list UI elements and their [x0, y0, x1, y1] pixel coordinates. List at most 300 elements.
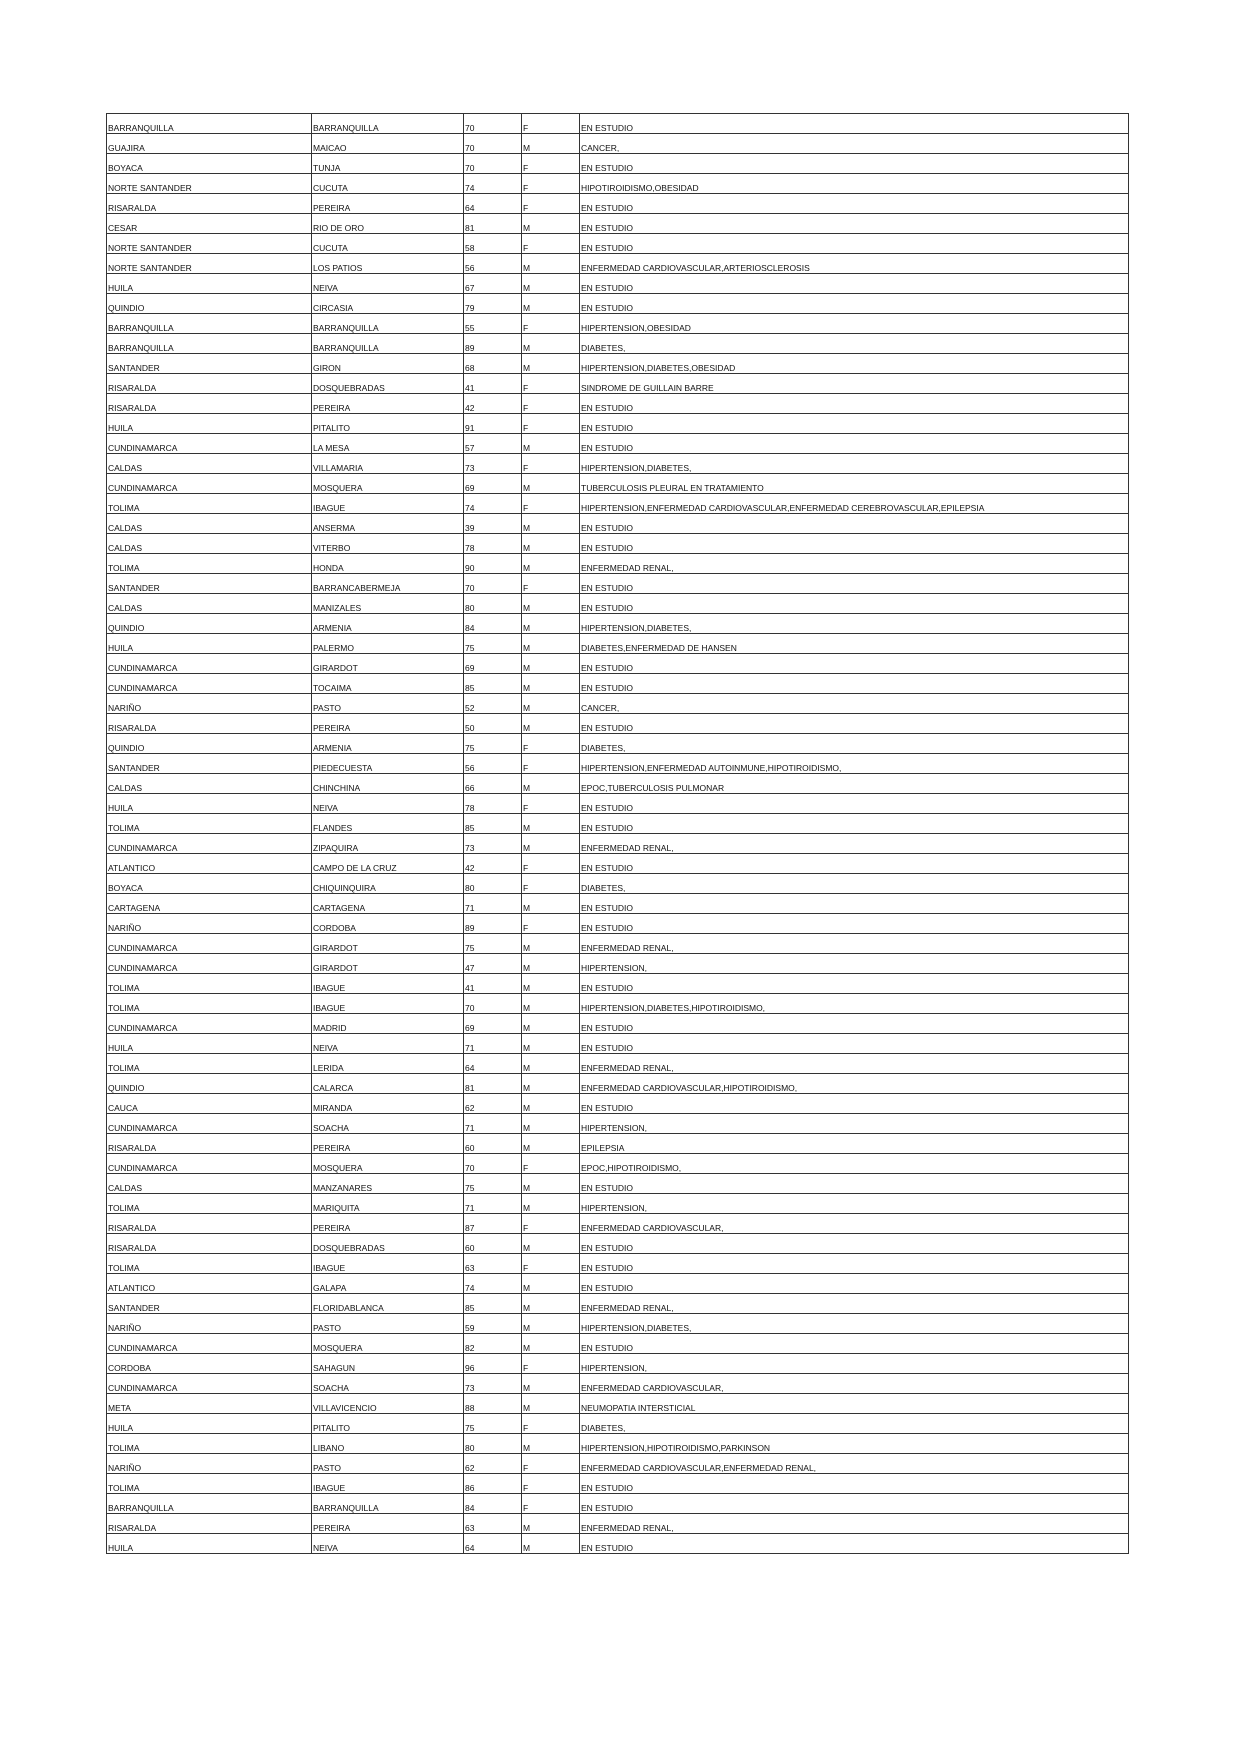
table-row: [107, 174, 1129, 194]
age-cell: 69: [464, 1014, 522, 1034]
municipality-cell: CORDOBA: [312, 914, 464, 934]
age-cell: 78: [464, 534, 522, 554]
municipality-cell: NEIVA: [312, 274, 464, 294]
department-cell: HUILA: [107, 794, 312, 814]
age-cell: 56: [464, 754, 522, 774]
table-row: [107, 1474, 1129, 1494]
sex-cell: F: [522, 454, 580, 474]
age-cell: 41: [464, 374, 522, 394]
municipality-cell: NEIVA: [312, 794, 464, 814]
sex-cell: F: [522, 414, 580, 434]
table-row: [107, 1074, 1129, 1094]
sex-cell: F: [522, 1474, 580, 1494]
municipality-cell: LERIDA: [312, 1054, 464, 1074]
department-cell: CUNDINAMARCA: [107, 674, 312, 694]
department-cell: TOLIMA: [107, 1434, 312, 1454]
table-row: [107, 1014, 1129, 1034]
table-row: [107, 1374, 1129, 1394]
municipality-cell: MANIZALES: [312, 594, 464, 614]
condition-cell: EN ESTUDIO: [580, 414, 1129, 434]
sex-cell: M: [522, 654, 580, 674]
municipality-cell: BARRANQUILLA: [312, 1494, 464, 1514]
sex-cell: M: [522, 1014, 580, 1034]
table-row: [107, 914, 1129, 934]
department-cell: TOLIMA: [107, 1254, 312, 1274]
department-cell: BOYACA: [107, 874, 312, 894]
age-cell: 71: [464, 1194, 522, 1214]
condition-cell: EPOC,TUBERCULOSIS PULMONAR: [580, 774, 1129, 794]
age-cell: 85: [464, 814, 522, 834]
department-cell: NORTE SANTANDER: [107, 254, 312, 274]
table-row: [107, 114, 1129, 134]
table-row: [107, 874, 1129, 894]
condition-cell: EN ESTUDIO: [580, 1474, 1129, 1494]
sex-cell: F: [522, 114, 580, 134]
municipality-cell: ZIPAQUIRA: [312, 834, 464, 854]
department-cell: CUNDINAMARCA: [107, 1154, 312, 1174]
municipality-cell: CUCUTA: [312, 234, 464, 254]
condition-cell: EN ESTUDIO: [580, 574, 1129, 594]
sex-cell: M: [522, 1114, 580, 1134]
municipality-cell: RIO DE ORO: [312, 214, 464, 234]
condition-cell: ENFERMEDAD RENAL,: [580, 834, 1129, 854]
municipality-cell: PEREIRA: [312, 1134, 464, 1154]
municipality-cell: PITALITO: [312, 414, 464, 434]
age-cell: 81: [464, 1074, 522, 1094]
condition-cell: ENFERMEDAD RENAL,: [580, 1514, 1129, 1534]
condition-cell: ENFERMEDAD CARDIOVASCULAR,HIPOTIROIDISMO,: [580, 1074, 1129, 1094]
age-cell: 69: [464, 474, 522, 494]
department-cell: RISARALDA: [107, 1234, 312, 1254]
municipality-cell: SAHAGUN: [312, 1354, 464, 1374]
table-row: [107, 894, 1129, 914]
municipality-cell: MAICAO: [312, 134, 464, 154]
condition-cell: EN ESTUDIO: [580, 1274, 1129, 1294]
table-row: [107, 1334, 1129, 1354]
municipality-cell: MIRANDA: [312, 1094, 464, 1114]
department-cell: CORDOBA: [107, 1354, 312, 1374]
municipality-cell: IBAGUE: [312, 1254, 464, 1274]
age-cell: 57: [464, 434, 522, 454]
age-cell: 50: [464, 714, 522, 734]
department-cell: QUINDIO: [107, 294, 312, 314]
age-cell: 69: [464, 654, 522, 674]
age-cell: 70: [464, 134, 522, 154]
condition-cell: EN ESTUDIO: [580, 534, 1129, 554]
age-cell: 60: [464, 1134, 522, 1154]
municipality-cell: PEREIRA: [312, 1514, 464, 1534]
municipality-cell: GIRARDOT: [312, 954, 464, 974]
department-cell: CALDAS: [107, 774, 312, 794]
department-cell: CUNDINAMARCA: [107, 934, 312, 954]
table-row: [107, 1154, 1129, 1174]
department-cell: HUILA: [107, 1414, 312, 1434]
municipality-cell: DOSQUEBRADAS: [312, 374, 464, 394]
table-row: [107, 134, 1129, 154]
department-cell: TOLIMA: [107, 994, 312, 1014]
department-cell: CALDAS: [107, 1174, 312, 1194]
age-cell: 59: [464, 1314, 522, 1334]
age-cell: 70: [464, 154, 522, 174]
table-row: [107, 214, 1129, 234]
sex-cell: M: [522, 354, 580, 374]
department-cell: TOLIMA: [107, 1474, 312, 1494]
department-cell: QUINDIO: [107, 614, 312, 634]
sex-cell: M: [522, 1134, 580, 1154]
condition-cell: EN ESTUDIO: [580, 654, 1129, 674]
age-cell: 58: [464, 234, 522, 254]
department-cell: BOYACA: [107, 154, 312, 174]
condition-cell: EN ESTUDIO: [580, 1234, 1129, 1254]
sex-cell: F: [522, 1414, 580, 1434]
sex-cell: F: [522, 734, 580, 754]
department-cell: NORTE SANTANDER: [107, 234, 312, 254]
age-cell: 91: [464, 414, 522, 434]
department-cell: CUNDINAMARCA: [107, 474, 312, 494]
age-cell: 73: [464, 454, 522, 474]
department-cell: SANTANDER: [107, 574, 312, 594]
municipality-cell: VILLAVICENCIO: [312, 1394, 464, 1414]
sex-cell: M: [522, 714, 580, 734]
department-cell: NARIÑO: [107, 1314, 312, 1334]
sex-cell: M: [522, 974, 580, 994]
condition-cell: EN ESTUDIO: [580, 914, 1129, 934]
table-row: [107, 574, 1129, 594]
age-cell: 71: [464, 1034, 522, 1054]
sex-cell: M: [522, 894, 580, 914]
municipality-cell: CUCUTA: [312, 174, 464, 194]
age-cell: 85: [464, 674, 522, 694]
sex-cell: M: [522, 1334, 580, 1354]
municipality-cell: MANZANARES: [312, 1174, 464, 1194]
department-cell: CUNDINAMARCA: [107, 1374, 312, 1394]
sex-cell: F: [522, 794, 580, 814]
table-row: [107, 1354, 1129, 1374]
municipality-cell: FLANDES: [312, 814, 464, 834]
department-cell: CALDAS: [107, 534, 312, 554]
table-body: [107, 114, 1129, 1554]
sex-cell: M: [522, 594, 580, 614]
department-cell: CARTAGENA: [107, 894, 312, 914]
sex-cell: M: [522, 694, 580, 714]
condition-cell: EPOC,HIPOTIROIDISMO,: [580, 1154, 1129, 1174]
condition-cell: ENFERMEDAD CARDIOVASCULAR,: [580, 1214, 1129, 1234]
sex-cell: F: [522, 1354, 580, 1374]
department-cell: SANTANDER: [107, 1294, 312, 1314]
condition-cell: HIPERTENSION,ENFERMEDAD AUTOINMUNE,HIPOTIROIDISMO,: [580, 754, 1129, 774]
table-row: [107, 794, 1129, 814]
department-cell: BARRANQUILLA: [107, 1494, 312, 1514]
age-cell: 42: [464, 394, 522, 414]
municipality-cell: CHINCHINA: [312, 774, 464, 794]
table-row: [107, 1434, 1129, 1454]
municipality-cell: IBAGUE: [312, 974, 464, 994]
sex-cell: M: [522, 1194, 580, 1214]
municipality-cell: GIRARDOT: [312, 654, 464, 674]
municipality-cell: ARMENIA: [312, 734, 464, 754]
condition-cell: HIPERTENSION,DIABETES,HIPOTIROIDISMO,: [580, 994, 1129, 1014]
condition-cell: EN ESTUDIO: [580, 714, 1129, 734]
municipality-cell: PITALITO: [312, 1414, 464, 1434]
table-row: [107, 434, 1129, 454]
department-cell: ATLANTICO: [107, 854, 312, 874]
table-row: [107, 854, 1129, 874]
age-cell: 68: [464, 354, 522, 374]
municipality-cell: TOCAIMA: [312, 674, 464, 694]
department-cell: BARRANQUILLA: [107, 334, 312, 354]
age-cell: 67: [464, 274, 522, 294]
municipality-cell: NEIVA: [312, 1534, 464, 1554]
condition-cell: DIABETES,: [580, 874, 1129, 894]
sex-cell: M: [522, 274, 580, 294]
condition-cell: EN ESTUDIO: [580, 1334, 1129, 1354]
municipality-cell: IBAGUE: [312, 1474, 464, 1494]
municipality-cell: PEREIRA: [312, 394, 464, 414]
sex-cell: F: [522, 174, 580, 194]
age-cell: 70: [464, 114, 522, 134]
age-cell: 56: [464, 254, 522, 274]
municipality-cell: CARTAGENA: [312, 894, 464, 914]
condition-cell: HIPERTENSION,ENFERMEDAD CARDIOVASCULAR,ENFERMEDAD CEREBROVASCULAR,EPILEPSIA: [580, 494, 1129, 514]
table-row: [107, 334, 1129, 354]
department-cell: RISARALDA: [107, 714, 312, 734]
age-cell: 89: [464, 334, 522, 354]
age-cell: 64: [464, 1054, 522, 1074]
department-cell: CALDAS: [107, 594, 312, 614]
age-cell: 90: [464, 554, 522, 574]
condition-cell: ENFERMEDAD CARDIOVASCULAR,ENFERMEDAD RENAL,: [580, 1454, 1129, 1474]
department-cell: QUINDIO: [107, 734, 312, 754]
municipality-cell: BARRANQUILLA: [312, 314, 464, 334]
sex-cell: M: [522, 1054, 580, 1074]
table-row: [107, 1314, 1129, 1334]
municipality-cell: VILLAMARIA: [312, 454, 464, 474]
condition-cell: EN ESTUDIO: [580, 854, 1129, 874]
department-cell: QUINDIO: [107, 1074, 312, 1094]
condition-cell: ENFERMEDAD RENAL,: [580, 1294, 1129, 1314]
age-cell: 66: [464, 774, 522, 794]
condition-cell: DIABETES,ENFERMEDAD DE HANSEN: [580, 634, 1129, 654]
age-cell: 75: [464, 734, 522, 754]
table-row: [107, 1534, 1129, 1554]
condition-cell: ENFERMEDAD RENAL,: [580, 934, 1129, 954]
table-row: [107, 674, 1129, 694]
department-cell: BARRANQUILLA: [107, 114, 312, 134]
sex-cell: F: [522, 494, 580, 514]
table-row: [107, 734, 1129, 754]
age-cell: 84: [464, 614, 522, 634]
sex-cell: F: [522, 1254, 580, 1274]
department-cell: SANTANDER: [107, 354, 312, 374]
condition-cell: EN ESTUDIO: [580, 1094, 1129, 1114]
municipality-cell: TUNJA: [312, 154, 464, 174]
municipality-cell: PASTO: [312, 1454, 464, 1474]
condition-cell: EN ESTUDIO: [580, 434, 1129, 454]
municipality-cell: GALAPA: [312, 1274, 464, 1294]
sex-cell: M: [522, 1314, 580, 1334]
condition-cell: HIPERTENSION,DIABETES,: [580, 614, 1129, 634]
department-cell: CESAR: [107, 214, 312, 234]
table-row: [107, 374, 1129, 394]
condition-cell: EN ESTUDIO: [580, 114, 1129, 134]
department-cell: CAUCA: [107, 1094, 312, 1114]
table-row: [107, 1094, 1129, 1114]
condition-cell: DIABETES,: [580, 734, 1129, 754]
sex-cell: M: [522, 1514, 580, 1534]
sex-cell: F: [522, 234, 580, 254]
table-row: [107, 1034, 1129, 1054]
condition-cell: EN ESTUDIO: [580, 214, 1129, 234]
municipality-cell: CALARCA: [312, 1074, 464, 1094]
age-cell: 86: [464, 1474, 522, 1494]
age-cell: 80: [464, 594, 522, 614]
municipality-cell: PASTO: [312, 694, 464, 714]
municipality-cell: PASTO: [312, 1314, 464, 1334]
age-cell: 74: [464, 494, 522, 514]
table-row: [107, 154, 1129, 174]
table-row: [107, 1454, 1129, 1474]
table-row: [107, 1494, 1129, 1514]
age-cell: 63: [464, 1254, 522, 1274]
condition-cell: HIPERTENSION,DIABETES,: [580, 1314, 1129, 1334]
age-cell: 96: [464, 1354, 522, 1374]
department-cell: RISARALDA: [107, 374, 312, 394]
condition-cell: DIABETES,: [580, 334, 1129, 354]
age-cell: 70: [464, 994, 522, 1014]
sex-cell: M: [522, 534, 580, 554]
sex-cell: F: [522, 374, 580, 394]
department-cell: TOLIMA: [107, 1194, 312, 1214]
department-cell: TOLIMA: [107, 494, 312, 514]
department-cell: TOLIMA: [107, 554, 312, 574]
department-cell: CUNDINAMARCA: [107, 834, 312, 854]
sex-cell: M: [522, 134, 580, 154]
condition-cell: EN ESTUDIO: [580, 294, 1129, 314]
municipality-cell: PIEDECUESTA: [312, 754, 464, 774]
table-row: [107, 834, 1129, 854]
condition-cell: EN ESTUDIO: [580, 674, 1129, 694]
sex-cell: M: [522, 1034, 580, 1054]
sex-cell: F: [522, 574, 580, 594]
sex-cell: F: [522, 754, 580, 774]
table-row: [107, 514, 1129, 534]
municipality-cell: MARIQUITA: [312, 1194, 464, 1214]
age-cell: 41: [464, 974, 522, 994]
condition-cell: EN ESTUDIO: [580, 1014, 1129, 1034]
table-row: [107, 774, 1129, 794]
table-row: [107, 234, 1129, 254]
table-row: [107, 694, 1129, 714]
municipality-cell: GIRON: [312, 354, 464, 374]
sex-cell: M: [522, 634, 580, 654]
department-cell: SANTANDER: [107, 754, 312, 774]
sex-cell: M: [522, 834, 580, 854]
municipality-cell: PALERMO: [312, 634, 464, 654]
table-row: [107, 1114, 1129, 1134]
condition-cell: ENFERMEDAD CARDIOVASCULAR,ARTERIOSCLEROSIS: [580, 254, 1129, 274]
age-cell: 63: [464, 1514, 522, 1534]
table-row: [107, 1394, 1129, 1414]
department-cell: GUAJIRA: [107, 134, 312, 154]
municipality-cell: PEREIRA: [312, 194, 464, 214]
municipality-cell: VITERBO: [312, 534, 464, 554]
department-cell: HUILA: [107, 414, 312, 434]
age-cell: 64: [464, 194, 522, 214]
age-cell: 75: [464, 1414, 522, 1434]
condition-cell: CANCER,: [580, 694, 1129, 714]
department-cell: RISARALDA: [107, 194, 312, 214]
department-cell: TOLIMA: [107, 1054, 312, 1074]
condition-cell: HIPERTENSION,: [580, 1194, 1129, 1214]
department-cell: CALDAS: [107, 454, 312, 474]
municipality-cell: MADRID: [312, 1014, 464, 1034]
sex-cell: F: [522, 874, 580, 894]
department-cell: RISARALDA: [107, 1514, 312, 1534]
table-row: [107, 1194, 1129, 1214]
sex-cell: F: [522, 394, 580, 414]
age-cell: 64: [464, 1534, 522, 1554]
condition-cell: EN ESTUDIO: [580, 154, 1129, 174]
department-cell: HUILA: [107, 634, 312, 654]
sex-cell: M: [522, 1374, 580, 1394]
department-cell: HUILA: [107, 1034, 312, 1054]
table-row: [107, 1254, 1129, 1274]
municipality-cell: IBAGUE: [312, 994, 464, 1014]
table-row: [107, 414, 1129, 434]
municipality-cell: MOSQUERA: [312, 474, 464, 494]
table-row: [107, 194, 1129, 214]
sex-cell: M: [522, 1394, 580, 1414]
condition-cell: HIPOTIROIDISMO,OBESIDAD: [580, 174, 1129, 194]
municipality-cell: LIBANO: [312, 1434, 464, 1454]
condition-cell: HIPERTENSION,OBESIDAD: [580, 314, 1129, 334]
department-cell: TOLIMA: [107, 974, 312, 994]
table-row: [107, 554, 1129, 574]
condition-cell: EN ESTUDIO: [580, 234, 1129, 254]
condition-cell: EN ESTUDIO: [580, 794, 1129, 814]
condition-cell: EN ESTUDIO: [580, 1494, 1129, 1514]
sex-cell: M: [522, 994, 580, 1014]
condition-cell: HIPERTENSION,: [580, 954, 1129, 974]
department-cell: RISARALDA: [107, 1214, 312, 1234]
sex-cell: M: [522, 1094, 580, 1114]
sex-cell: M: [522, 554, 580, 574]
condition-cell: EN ESTUDIO: [580, 1034, 1129, 1054]
condition-cell: TUBERCULOSIS PLEURAL EN TRATAMIENTO: [580, 474, 1129, 494]
department-cell: NARIÑO: [107, 914, 312, 934]
department-cell: HUILA: [107, 274, 312, 294]
sex-cell: M: [522, 814, 580, 834]
municipality-cell: IBAGUE: [312, 494, 464, 514]
table-row: [107, 814, 1129, 834]
condition-cell: EN ESTUDIO: [580, 1174, 1129, 1194]
sex-cell: M: [522, 774, 580, 794]
department-cell: TOLIMA: [107, 814, 312, 834]
age-cell: 74: [464, 174, 522, 194]
department-cell: RISARALDA: [107, 1134, 312, 1154]
department-cell: CUNDINAMARCA: [107, 1114, 312, 1134]
sex-cell: F: [522, 154, 580, 174]
sex-cell: F: [522, 1454, 580, 1474]
sex-cell: M: [522, 214, 580, 234]
table-row: [107, 314, 1129, 334]
age-cell: 70: [464, 574, 522, 594]
sex-cell: M: [522, 1534, 580, 1554]
table-row: [107, 634, 1129, 654]
condition-cell: NEUMOPATIA INTERSTICIAL: [580, 1394, 1129, 1414]
table-row: [107, 294, 1129, 314]
condition-cell: HIPERTENSION,DIABETES,OBESIDAD: [580, 354, 1129, 374]
